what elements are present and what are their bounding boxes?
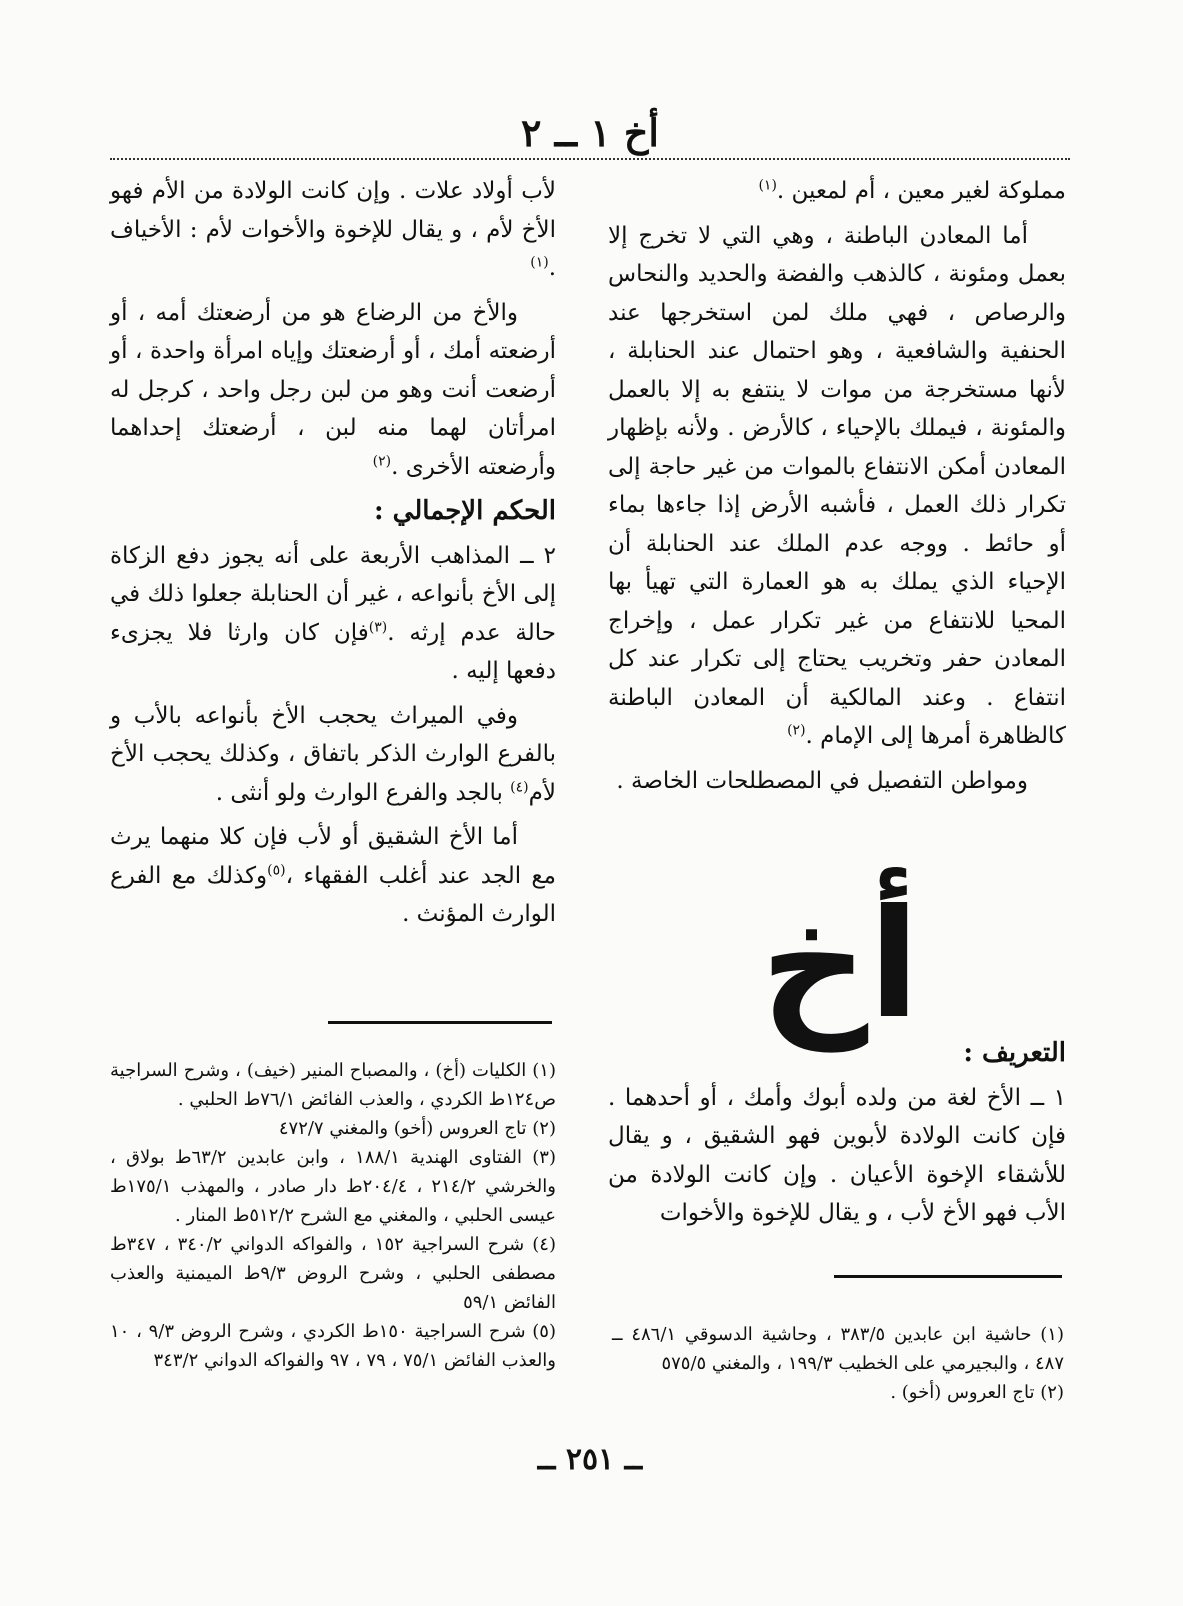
definition-text: ١ ــ الأخ لغة من ولده أبوك وأمك ، أو أحدهما . فإن كانت الولادة لأبوين فهو الشقيق ، و يقال للأشقاء الإخوة الأعيان . وإن كانت الولادة من الأب فهو الأخ لأب ، و يقال للإخوة والأخوات xyxy=(608,1084,1066,1226)
footnote-item: (١) حاشية ابن عابدين ٣٨٣/٥ ، وحاشية الدسوقي ٤٨٦/١ ــ ٤٨٧ ، والبجيرمي على الخطيب ١٩٩/٣ ، والمغني ٥٧٥/٥ xyxy=(612,1324,1064,1374)
footnote-item: (٢) تاج العروس (أخو) والمغني ٤٧٢/٧ xyxy=(278,1118,556,1139)
footnote-item: (١) الكليات (أخ) ، والمصباح المنير (خيف) ، وشرح السراجية ص١٢٤ط الكردي ، والعذب الفائض ٧٦/١ط الحلبي . xyxy=(110,1060,556,1110)
footnote-item: (٤) شرح السراجية ١٥٢ ، والفواكه الدواني ٣٤٠/٢ ، ٣٤٧ط مصطفى الحلبي ، وشرح الروض ٩/٣ط الميمنية والعذب الفائض ٥٩/١ xyxy=(110,1234,556,1313)
footnote-ref: (٤) xyxy=(510,778,529,795)
left-paragraph-4: وفي الميراث يحجب الأخ بأنواعه بالأب و بالفرع الوارث الذكر باتفاق ، وكذلك يحجب الأخ لأم$^{(٤)}$ بالجد والفرع الوارث ولو أنثى . xyxy=(110,702,556,806)
footnotes-left xyxy=(110,1056,556,1375)
footnote-item: (٥) شرح السراجية ١٥٠ط الكردي ، وشرح الروض ٩/٣ ، ١٠ والعذب الفائض ٧٥/١ ، ٧٩ ، ٩٧ والفواكه الدواني ٣٤٣/٢ xyxy=(110,1321,556,1371)
right-column xyxy=(608,172,1066,806)
right-paragraph-1: مملوكة لغير معين ، أم لمعين .$^{(١)}$ xyxy=(758,177,1066,204)
footnote-ref: (٢) xyxy=(372,452,392,469)
footnote-ref: (١) xyxy=(758,177,777,194)
definition-section xyxy=(608,1034,1066,1239)
definition-heading: التعريف : xyxy=(963,1038,1066,1068)
footnotes-right xyxy=(612,1320,1064,1407)
left-paragraph-5: أما الأخ الشقيق أو لأب فإن كلا منهما يرث مع الجد عند أغلب الفقهاء ،$^{(٥)}$وكذلك مع الفرع الوارث المؤنث . xyxy=(110,824,556,927)
left-paragraph-3: ٢ ــ المذاهب الأربعة على أنه يجوز دفع الزكاة إلى الأخ بأنواعه ، غير أن الحنابلة جعلوا ذلك في حالة عدم إرثه .$^{(٣)}$فإن كان وارثا فلا يجزىء دفعها إليه . xyxy=(110,542,556,684)
page-number: ــ ٢٥١ ــ xyxy=(537,1442,643,1477)
footnote-ref: (١) xyxy=(530,254,549,271)
footnote-ref: (٣) xyxy=(368,618,388,635)
page-header-title: أخ ١ ــ ٢ xyxy=(521,110,659,155)
footnote-divider-left xyxy=(328,1021,552,1024)
footnote-item: (٢) تاج العروس (أخو) . xyxy=(890,1382,1064,1403)
footnote-divider-right xyxy=(834,1275,1062,1278)
section-heading: الحكم الإجمالي : xyxy=(374,496,556,526)
right-paragraph-2: أما المعادن الباطنة ، وهي التي لا تخرج إلا بعمل ومئونة ، كالذهب والفضة والحديد والنحاس والرصاص ، فهي ملك لمن استخرجها عند الحنفية والشافعية ، وهو احتمال عند الحنابلة ، لأنها مستخرجة من موات لا ينتفع به إلا بالعمل والمئونة ، فيملك بالإحياء ، كالأرض . ولأنه بإظهار المعادن أمكن الانتفاع بالموات من غير حاجة إلى تكرار ذلك العمل ، فأشبه الأرض إذا جاءها بماء أو حائط . ووجه عدم الملك عند الحنابلة أن الإحياء الذي يملك به هو العمارة التي تهيأ بها المحيا للانتفاع من غير تكرار عمل ، وإخراج المعادن حفر وتخريب يحتاج إلى تكرار عند كل انتفاع . وعند المالكية أن المعادن الباطنة كالظاهرة أمرها إلى الإمام .$^{(٢)}$ xyxy=(608,222,1066,749)
footnote-item: (٣) الفتاوى الهندية ١٨٨/١ ، وابن عابدين ٦٣/٢ط بولاق ، والخرشي ٢١٤/٢ ، ٢٠٤/٤ط دار صادر ، والمهذب ١٧٥/١ط عيسى الحلبي ، والمغني مع الشرح ٥١٢/٢ط المنار . xyxy=(110,1147,556,1226)
left-paragraph-1: لأب أولاد علات . وإن كانت الولادة من الأم فهو الأخ لأم ، و يقال للإخوة والأخوات لأم : الأخياف .$^{(١)}$ xyxy=(110,178,556,281)
right-paragraph-3: ومواطن التفصيل في المصطلحات الخاصة . xyxy=(616,767,1028,794)
left-paragraph-2: والأخ من الرضاع هو من أرضعتك أمه ، أو أرضعته أمك ، أو أرضعتك وإياه امرأة واحدة ، أو أرضعت أنت وهو من لبن رجل واحد ، كرجل له امرأتان لهما منه لبن ، أرضعتك إحداهما وأرضعته الأخرى .$^{(٢)}$ xyxy=(110,299,556,480)
header-divider xyxy=(110,158,1070,160)
footnote-ref: (٢) xyxy=(787,722,806,739)
footnote-ref: (٥) xyxy=(267,861,286,878)
entry-title: أخ xyxy=(760,878,920,1052)
left-column xyxy=(110,172,556,940)
